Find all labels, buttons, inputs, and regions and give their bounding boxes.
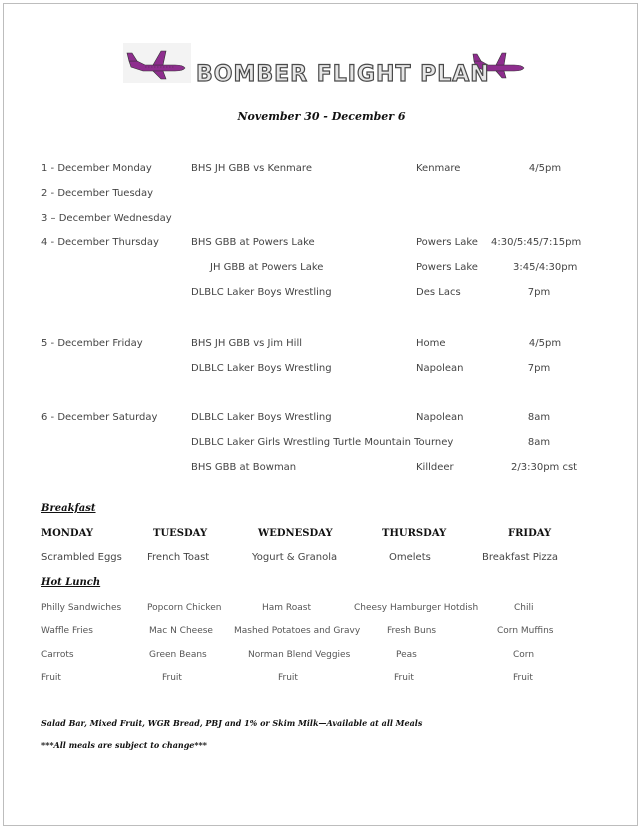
page-title: BOMBER FLIGHT PLAN — [196, 62, 490, 87]
lunch-item: Philly Sandwiches — [41, 603, 122, 613]
lunch-item: Peas — [396, 650, 417, 660]
airplane-icon-left — [123, 43, 191, 83]
event-time: 7pm — [527, 287, 551, 298]
breakfast-item: Breakfast Pizza — [482, 552, 558, 563]
event-location: Home — [416, 338, 446, 349]
date-range: November 30 - December 6 — [237, 110, 406, 123]
event-location: Napolean — [416, 363, 464, 374]
lunch-item: Fruit — [513, 673, 533, 683]
day-label: 6 - December Saturday — [41, 412, 158, 423]
lunch-item: Fruit — [162, 673, 182, 683]
event-name: DLBLC Laker Boys Wrestling — [191, 287, 332, 298]
salad-bar-note: Salad Bar, Mixed Fruit, WGR Bread, PBJ and 1% or Skim Milk—Available at all Meals — [41, 718, 423, 728]
day-label: 1 - December Monday — [41, 163, 152, 174]
menu-day-thursday: THURSDAY — [382, 528, 447, 539]
event-location: Powers Lake — [416, 237, 478, 248]
lunch-item: Corn Muffins — [497, 626, 554, 636]
lunch-item: Carrots — [41, 650, 74, 660]
lunch-item: Green Beans — [149, 650, 207, 660]
day-label: 2 - December Tuesday — [41, 188, 154, 199]
lunch-item: Mashed Potatoes and Gravy — [234, 626, 361, 636]
lunch-item: Chili — [514, 603, 534, 613]
menu-day-friday: FRIDAY — [508, 528, 552, 539]
change-disclaimer: ***All meals are subject to change*** — [41, 740, 207, 750]
event-time: 4/5pm — [528, 338, 562, 349]
breakfast-item: Omelets — [389, 552, 431, 563]
event-location: Killdeer — [416, 462, 454, 473]
lunch-item: Cheesy Hamburger Hotdish — [354, 603, 479, 613]
event-name: BHS JH GBB vs Jim Hill — [191, 338, 303, 349]
event-name: BHS JH GBB vs Kenmare — [191, 163, 312, 174]
event-time: 8am — [527, 412, 551, 423]
event-time: 3:45/4:30pm — [513, 262, 578, 273]
event-time: 8am — [527, 437, 551, 448]
event-location: Napolean — [416, 412, 464, 423]
breakfast-item: Scrambled Eggs — [41, 552, 122, 563]
lunch-item: Fruit — [41, 673, 61, 683]
menu-day-wednesday: WEDNESDAY — [258, 528, 333, 539]
lunch-item: Corn — [513, 650, 535, 660]
lunch-item: Popcorn Chicken — [147, 603, 222, 613]
event-name: BHS GBB at Bowman — [191, 462, 297, 473]
event-name: DLBLC Laker Girls Wrestling Turtle Mountain Tourney — [191, 437, 454, 448]
event-name: BHS GBB at Powers Lake — [191, 237, 315, 248]
event-time: 7pm — [527, 363, 551, 374]
event-time: 4/5pm — [528, 163, 562, 174]
lunch-item: Waffle Fries — [41, 626, 93, 636]
day-label: 5 - December Friday — [41, 338, 143, 349]
lunch-item: Norman Blend Veggies — [248, 650, 351, 660]
menu-day-monday: MONDAY — [41, 528, 93, 539]
lunch-item: Fresh Buns — [387, 626, 437, 636]
lunch-item: Mac N Cheese — [149, 626, 213, 636]
event-name: JH GBB at Powers Lake — [210, 262, 324, 273]
breakfast-item: French Toast — [147, 552, 210, 563]
menu-day-tuesday: TUESDAY — [153, 528, 208, 539]
event-name: DLBLC Laker Boys Wrestling — [191, 412, 332, 423]
lunch-item: Fruit — [394, 673, 414, 683]
event-location: Powers Lake — [416, 262, 478, 273]
lunch-item: Fruit — [278, 673, 298, 683]
breakfast-item: Yogurt & Granola — [252, 552, 338, 563]
event-time: 2/3:30pm cst — [511, 462, 578, 473]
day-label: 3 – December Wednesday — [41, 213, 172, 224]
day-label: 4 - December Thursday — [41, 237, 159, 248]
event-location: Kenmare — [416, 163, 461, 174]
breakfast-heading: Breakfast — [41, 503, 96, 514]
event-location: Des Lacs — [416, 287, 461, 298]
event-time: 4:30/5:45/7:15pm — [491, 237, 582, 248]
lunch-item: Ham Roast — [262, 603, 311, 613]
event-name: DLBLC Laker Boys Wrestling — [191, 363, 332, 374]
hot-lunch-heading: Hot Lunch — [41, 577, 101, 588]
